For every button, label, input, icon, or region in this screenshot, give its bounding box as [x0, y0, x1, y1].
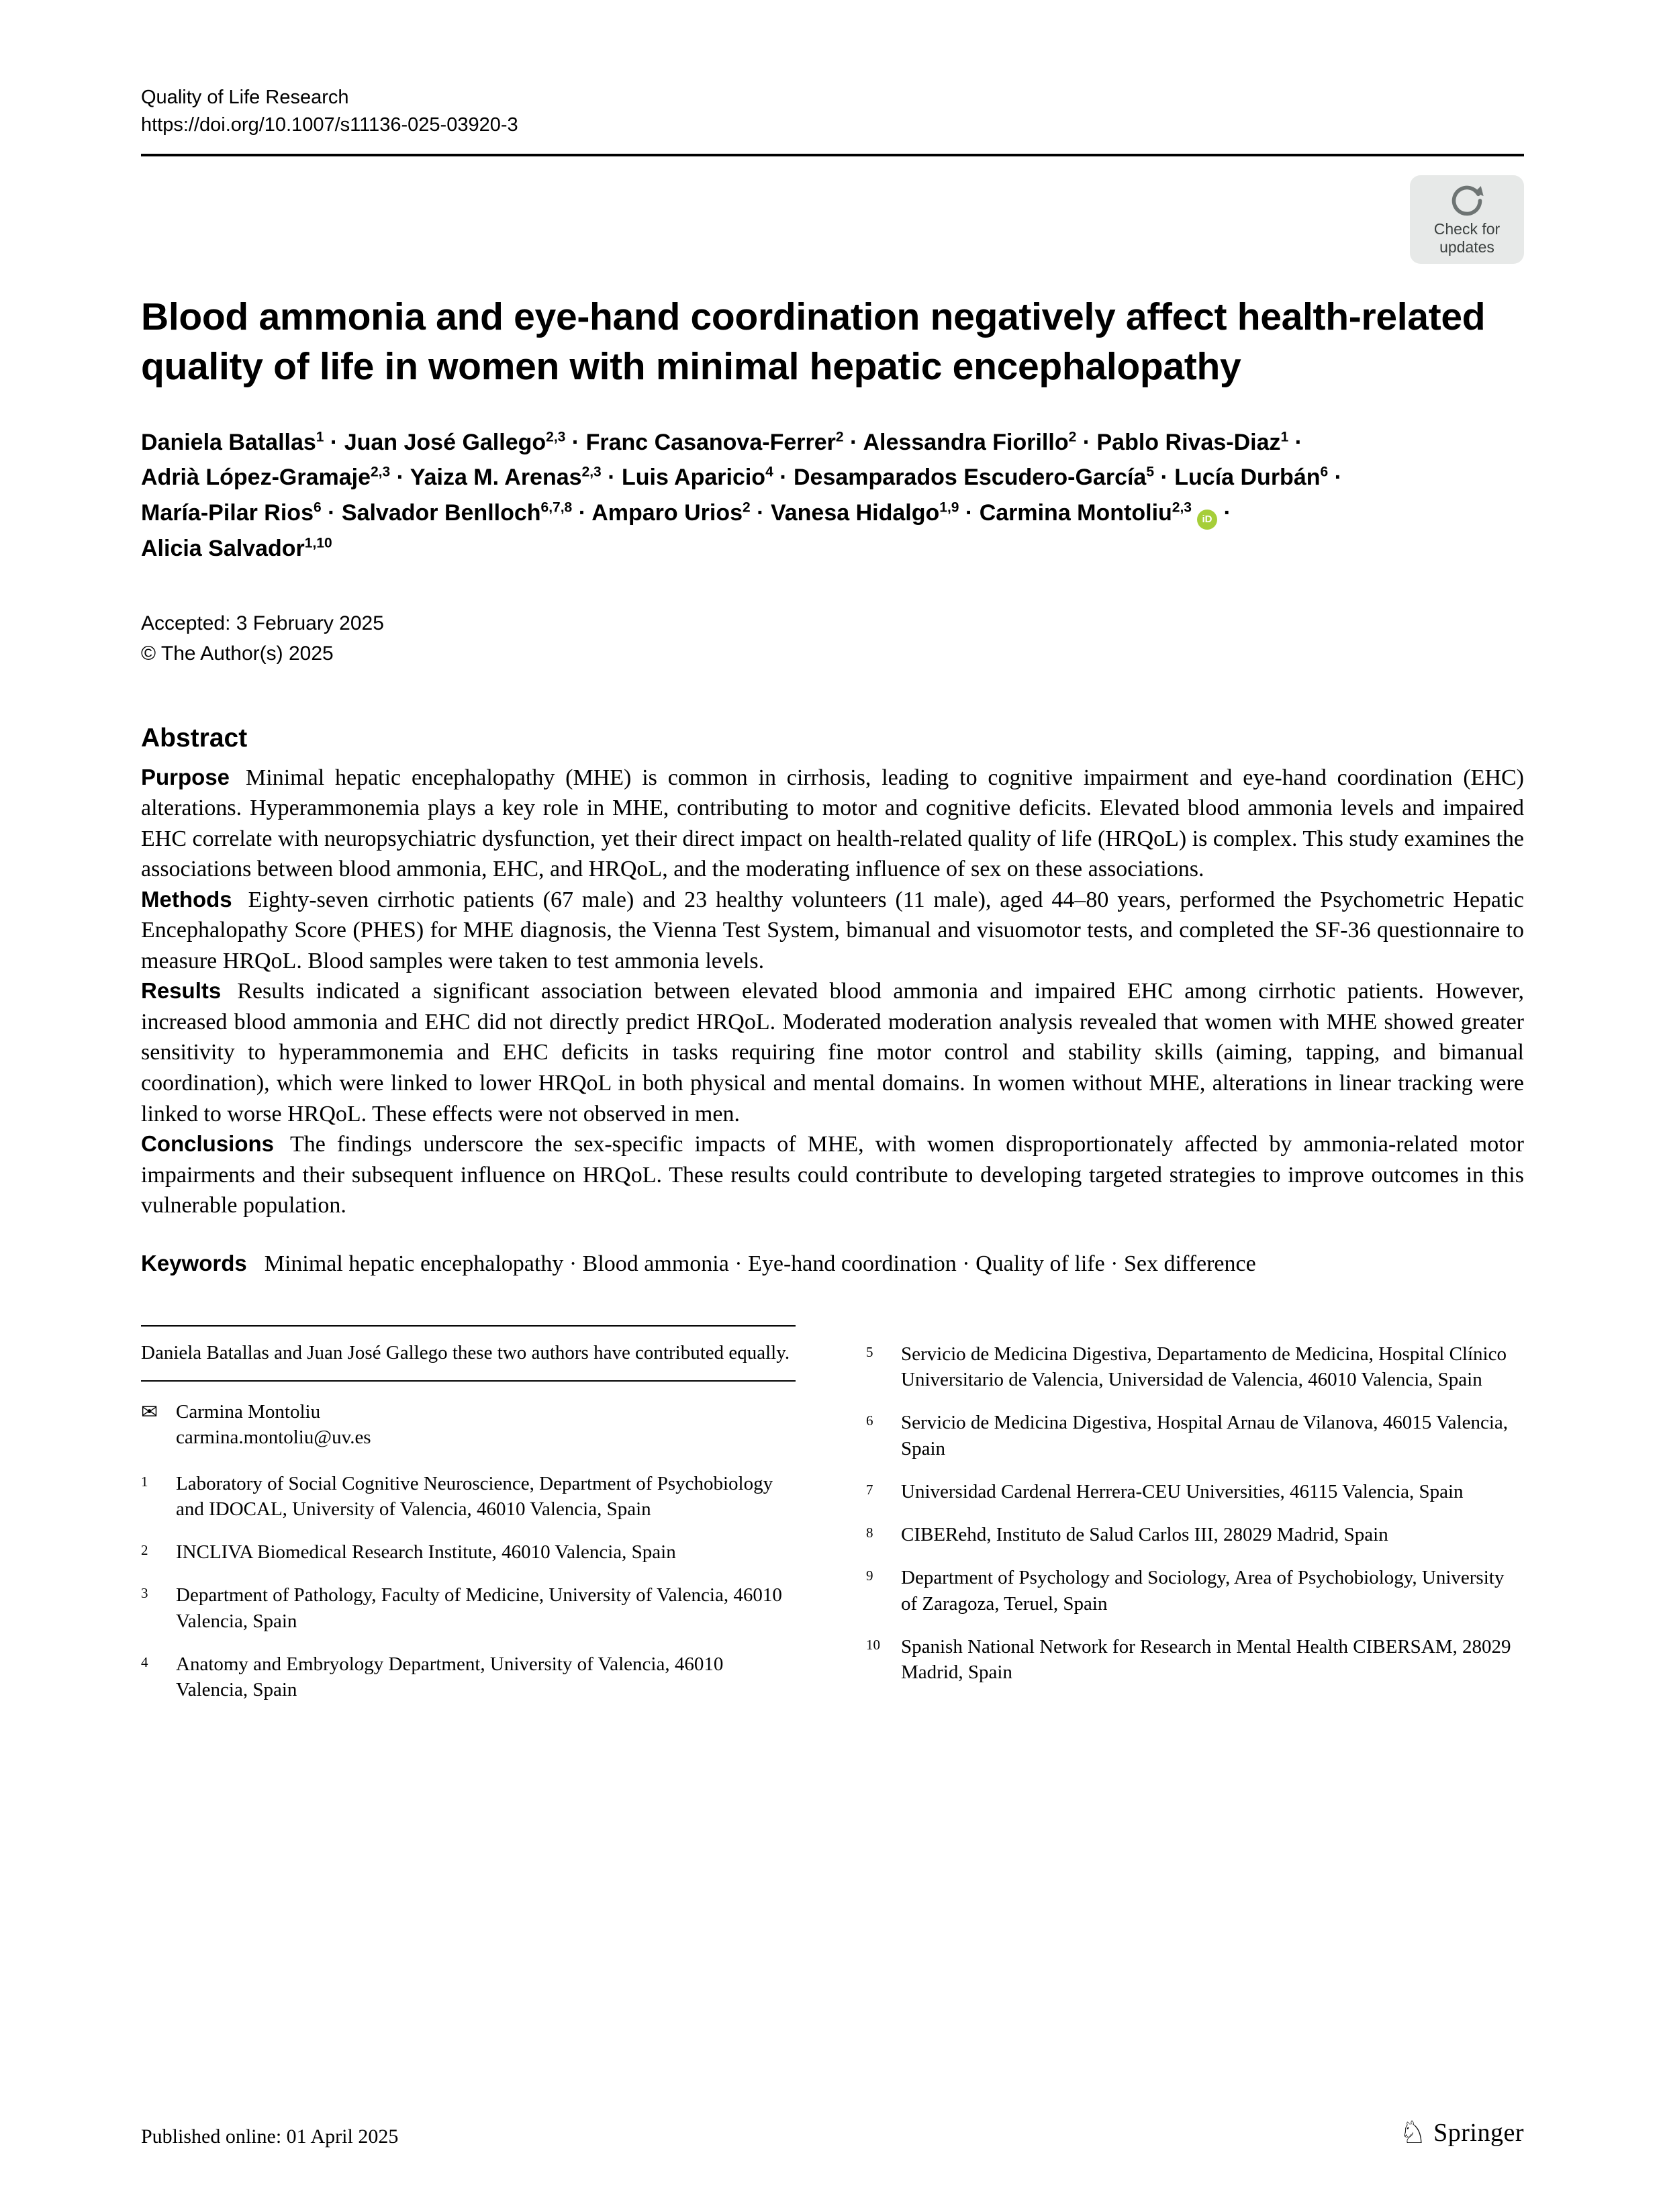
flex-spacer — [141, 1720, 1524, 2117]
author-affiliation-sup: 2,3 — [370, 465, 391, 481]
affiliation-item — [866, 1634, 1524, 1686]
affiliation-item — [141, 1471, 796, 1523]
footnote-divider — [141, 1325, 796, 1327]
author — [586, 430, 863, 455]
springer-logo[interactable] — [1399, 2117, 1524, 2148]
author-affiliation-sup: 5 — [1146, 465, 1155, 481]
author-name: Salvador Benlloch — [341, 500, 541, 526]
author-affiliation-sup: 6 — [313, 499, 322, 516]
corresponding-author — [176, 1399, 371, 1451]
author — [141, 536, 332, 561]
affiliation-text: INCLIVA Biomedical Research Institute, 46010 Valencia, Spain — [176, 1541, 676, 1564]
article-title: Blood ammonia and eye-hand coordination negatively affect health-related quality of life in women with minimal hepatic encephalopathy — [141, 295, 1486, 388]
doi-link[interactable]: https://doi.org/10.1007/s11136-025-03920-3 — [141, 114, 518, 136]
affiliation-number: 4 — [141, 1653, 148, 1670]
author-name: Alicia Salvador — [141, 535, 305, 561]
author-affiliation-sup: 1 — [1280, 429, 1289, 445]
author-affiliation-sup: 2 — [1068, 429, 1077, 445]
badge-line2: updates — [1439, 238, 1494, 256]
author — [863, 430, 1097, 455]
author — [344, 430, 586, 455]
methods-text: Eighty-seven cirrhotic patients (67 male) and 23 healthy volunteers (11 male), aged 44–80 years, performed the Psychometric Hepatic Encephalopathy Score (PHES) for MHE diagnosis, the Vienna Test System, bimanual and visuomotor tests, and completed the SF-36 questionnaire to measure HRQoL. Blood samples were taken to test ammonia levels. — [141, 887, 1524, 973]
affiliation-text: Universidad Cardenal Herrera-CEU Universities, 46115 Valencia, Spain — [901, 1480, 1464, 1502]
affiliation-text: CIBERehd, Instituto de Salud Carlos III, 28029 Madrid, Spain — [901, 1524, 1388, 1546]
author — [410, 465, 622, 490]
author — [141, 430, 344, 455]
author — [794, 465, 1174, 490]
conclusions-text: The findings underscore the sex-specific impacts of MHE, with women disproportionately affected by ammonia-related motor impairments and their subsequent influence on HRQoL. These results could contribute to developing targeted strategies to improve outcomes in this vulnerable population. — [141, 1132, 1524, 1218]
author — [1097, 430, 1302, 455]
author-affiliation-sup: 2,3 — [546, 429, 566, 445]
author-affiliation-sup: 1,9 — [939, 499, 959, 516]
affiliation-text: Laboratory of Social Cognitive Neuroscience, Department of Psychobiology and IDOCAL, University of Valencia, 46010 Valencia, Spain — [176, 1472, 773, 1520]
abstract-heading: Abstract — [141, 723, 248, 753]
keywords-line — [141, 1251, 1524, 1277]
check-for-updates-badge[interactable] — [1410, 175, 1524, 263]
footnote-divider — [141, 1380, 796, 1382]
author — [980, 500, 1231, 526]
affiliation-number: 5 — [866, 1343, 873, 1360]
affiliation-number: 8 — [866, 1525, 873, 1541]
author-name: Vanesa Hidalgo — [770, 500, 940, 526]
author — [771, 500, 980, 526]
author-name: Franc Casanova-Ferrer — [585, 429, 836, 455]
conclusions-label: Conclusions — [141, 1131, 275, 1157]
affiliation-text: Servicio de Medicina Digestiva, Departamento de Medicina, Hospital Clínico Universitario de Valencia, Universidad de Valencia, 46010 Valencia, Spain — [901, 1343, 1507, 1390]
affiliation-item — [141, 1651, 796, 1703]
affiliation-text: Department of Pathology, Faculty of Medicine, University of Valencia, 46010 Valencia, Spain — [176, 1584, 782, 1632]
author-affiliation-sup: 2,3 — [1172, 499, 1192, 516]
author-name: Juan José Gallego — [344, 429, 546, 455]
author-affiliation-sup: 2,3 — [581, 465, 602, 481]
affiliation-item — [866, 1341, 1524, 1393]
affiliation-number: 9 — [866, 1568, 873, 1584]
affiliation-number: 6 — [866, 1412, 873, 1429]
affiliation-item — [141, 1582, 796, 1634]
author-affiliation-sup: 2 — [743, 499, 751, 516]
affiliation-text: Anatomy and Embryology Department, University of Valencia, 46010 Valencia, Spain — [176, 1653, 724, 1701]
corresponding-author-block — [141, 1399, 796, 1451]
author-name: Luis Aparicio — [621, 465, 766, 491]
email-link[interactable]: carmina.montoliu@uv.es — [176, 1427, 371, 1449]
copyright-line: © The Author(s) 2025 — [141, 642, 334, 665]
author-affiliation-sup: 1 — [316, 429, 324, 445]
keywords-label: Keywords — [141, 1250, 247, 1276]
affiliation-number: 2 — [141, 1542, 148, 1559]
affiliation-text: Spanish National Network for Research in Mental Health CIBERSAM, 28029 Madrid, Spain — [901, 1635, 1511, 1684]
equal-contribution-note: Daniela Batallas and Juan José Gallego these two authors have contributed equally. — [141, 1341, 790, 1363]
author-affiliation-sup: 6 — [1320, 465, 1329, 481]
badge-line1: Check for — [1433, 220, 1501, 238]
author-name: Adrià López-Gramaje — [141, 465, 371, 491]
affiliation-number: 7 — [866, 1481, 873, 1498]
accepted-date: Accepted: 3 February 2025 — [141, 612, 384, 634]
author — [141, 500, 342, 526]
affiliation-number: 1 — [141, 1473, 148, 1490]
page-footer — [141, 2117, 1524, 2148]
author-line-4 — [141, 531, 1524, 567]
footnotes-section — [141, 1325, 1524, 1721]
author-name: Desamparados Escudero-García — [794, 465, 1147, 491]
author-affiliation-sup: 6,7,8 — [540, 499, 573, 516]
author — [1174, 465, 1342, 490]
abstract-purpose — [141, 763, 1524, 885]
author — [622, 465, 794, 490]
affiliation-item — [866, 1479, 1524, 1504]
author-name: Yaiza M. Arenas — [410, 465, 582, 491]
journal-header — [141, 84, 1524, 139]
footnotes-right-column — [866, 1325, 1524, 1721]
author-name: Lucía Durbán — [1174, 465, 1321, 491]
methods-label: Methods — [141, 886, 232, 912]
author — [591, 500, 771, 526]
purpose-label: Purpose — [141, 764, 230, 789]
affiliation-number: 10 — [866, 1636, 880, 1653]
journal-name: Quality of Life Research — [141, 87, 349, 108]
author-line-3 — [141, 495, 1524, 531]
abstract-methods — [141, 885, 1524, 977]
article-dates — [141, 608, 1524, 669]
purpose-text: Minimal hepatic encephalopathy (MHE) is common in cirrhosis, leading to cognitive impairment and eye-hand coordination (EHC) alterations. Hyperammonemia plays a key role in MHE, contributing to motor and cognitive deficits. Elevated blood ammonia levels and impaired EHC correlate with neuropsychiatric dysfunction, yet their direct impact on health-related quality of life (HRQoL) is complex. This study examines the associations between blood ammonia, EHC, and HRQoL, and the moderating influence of sex on these associations. — [141, 765, 1524, 882]
author-list — [141, 425, 1524, 567]
footnotes-left-column — [141, 1325, 796, 1721]
affiliation-item — [866, 1522, 1524, 1547]
envelope-icon: ✉ — [141, 1401, 158, 1423]
author-affiliation-sup: 4 — [765, 465, 773, 481]
header-divider — [141, 154, 1524, 156]
results-text: Results indicated a significant association between elevated blood ammonia and impaired EHC among cirrhotic patients. However, increased blood ammonia and EHC did not directly predict HRQoL. Moderated moderation analysis revealed that women with MHE showed greater sensitivity to hyperammonemia and EHC deficits in tasks requiring fine motor control and stability skills (aiming, tapping, and bimanual coordination), which were linked to lower HRQoL in both physical and mental domains. In women without MHE, alterations in linear tracking were linked to worse HRQoL. These effects were not observed in men. — [141, 979, 1524, 1126]
check-for-updates-label — [1434, 220, 1500, 256]
author-name: Pablo Rivas-Diaz — [1096, 429, 1281, 455]
author-name: Amparo Urios — [591, 500, 743, 526]
author-name: Alessandra Fiorillo — [863, 429, 1069, 455]
author — [141, 465, 410, 490]
affiliation-item — [866, 1410, 1524, 1461]
affiliation-text: Servicio de Medicina Digestiva, Hospital Arnau de Vilanova, 46015 Valencia, Spain — [901, 1412, 1509, 1459]
affiliation-number: 3 — [141, 1585, 148, 1602]
affiliation-item — [141, 1539, 796, 1565]
author-affiliation-sup: 1,10 — [304, 535, 332, 551]
author-line-2 — [141, 460, 1524, 495]
keywords-text: Minimal hepatic encephalopathy · Blood ammonia · Eye-hand coordination · Quality of life · Sex difference — [264, 1251, 1256, 1276]
springer-wordmark: Springer — [1433, 2119, 1524, 2147]
author-line-1 — [141, 425, 1524, 461]
abstract-results — [141, 976, 1524, 1129]
badge-row — [141, 175, 1524, 263]
author-name: María-Pilar Rios — [141, 500, 314, 526]
author — [342, 500, 591, 526]
affiliation-item — [866, 1565, 1524, 1617]
orcid-icon[interactable]: iD — [1197, 510, 1217, 530]
author-name: Carmina Montoliu — [979, 500, 1172, 526]
author-name: Daniela Batallas — [141, 429, 316, 455]
abstract-section — [141, 724, 1524, 1221]
results-label: Results — [141, 978, 222, 1004]
corresponding-author-name: Carmina Montoliu — [176, 1401, 321, 1423]
update-circular-arrow-icon — [1449, 183, 1484, 218]
affiliation-text: Department of Psychology and Sociology, Area of Psychobiology, University of Zaragoza, Teruel, Spain — [901, 1567, 1505, 1615]
author-affiliation-sup: 2 — [835, 429, 844, 445]
abstract-conclusions — [141, 1129, 1524, 1221]
springer-horse-icon: ♘ — [1398, 2115, 1427, 2150]
published-online-date: Published online: 01 April 2025 — [141, 2125, 399, 2148]
